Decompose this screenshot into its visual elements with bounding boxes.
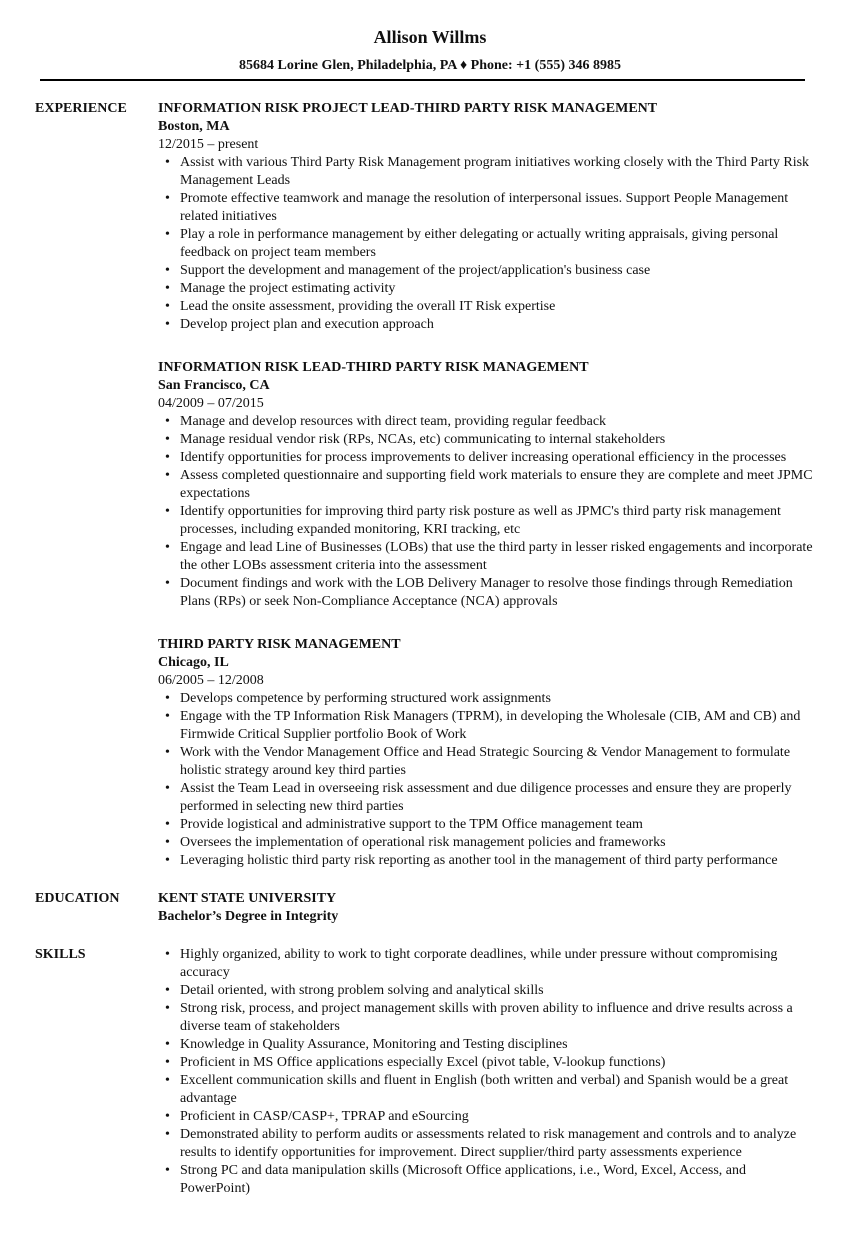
- list-item: • Assist with various Third Party Risk Management program initiatives working closely with the Third Party Risk Management Leads: [180, 154, 818, 190]
- list-item: • Demonstrated ability to perform audits or assessments related to risk management and controls and to analyze results to identify opportunities for improvement. Direct supplier/third party assessments experience: [180, 1126, 818, 1162]
- skills-section: [0, 946, 860, 1198]
- job-title: THIRD PARTY RISK MANAGEMENT: [158, 637, 401, 652]
- section-label: SKILLS: [35, 947, 86, 962]
- list-item: • Proficient in MS Office applications especially Excel (pivot table, V-lookup functions): [180, 1054, 818, 1072]
- job-bullets: [158, 413, 818, 611]
- list-item: • Manage residual vendor risk (RPs, NCAs, etc) communicating to internal stakeholders: [180, 431, 818, 449]
- candidate-name: Allison Willms: [373, 27, 487, 47]
- list-item: • Develop project plan and execution approach: [180, 316, 818, 334]
- job-location: Chicago, IL: [158, 655, 229, 670]
- job-entry: [158, 100, 818, 334]
- skills-list: [158, 946, 818, 1198]
- job-location: Boston, MA: [158, 119, 230, 134]
- list-item: • Identify opportunities for improving third party risk posture as well as JPMC's third party risk management processes, including expanded monitoring, KRI tracking, etc: [180, 503, 818, 539]
- job-location: San Francisco, CA: [158, 378, 270, 393]
- job-entry: [158, 636, 818, 870]
- list-item: • Strong risk, process, and project management skills with proven ability to influence and drive results across a diverse team of stakeholders: [180, 1000, 818, 1036]
- job-title: INFORMATION RISK LEAD-THIRD PARTY RISK MANAGEMENT: [158, 360, 589, 375]
- list-item: • Lead the onsite assessment, providing the overall IT Risk expertise: [180, 298, 818, 316]
- resume-header: [0, 0, 860, 75]
- list-item: • Highly organized, ability to work to tight corporate deadlines, while under pressure without compromising accuracy: [180, 946, 818, 982]
- experience-section: [0, 100, 860, 870]
- list-item: • Promote effective teamwork and manage the resolution of interpersonal issues. Support People Management related initiatives: [180, 190, 818, 226]
- list-item: • Develops competence by performing structured work assignments: [180, 690, 818, 708]
- job-dates: 06/2005 – 12/2008: [158, 673, 264, 688]
- list-item: • Knowledge in Quality Assurance, Monitoring and Testing disciplines: [180, 1036, 818, 1054]
- header-divider: [40, 79, 805, 81]
- job-title: INFORMATION RISK PROJECT LEAD-THIRD PARTY RISK MANAGEMENT: [158, 101, 658, 116]
- job-bullets: [158, 154, 818, 334]
- list-item: • Provide logistical and administrative support to the TPM Office management team: [180, 816, 818, 834]
- job-entry: [158, 359, 818, 611]
- list-item: • Engage and lead Line of Businesses (LOBs) that use the third party in lesser risked engagements and incorporate the other LOBs assessment criteria into the assessment: [180, 539, 818, 575]
- job-bullets: [158, 690, 818, 870]
- education-section: [0, 890, 860, 926]
- list-item: • Play a role in performance management by either delegating or actually writing appraisals, giving personal feedback on project team members: [180, 226, 818, 262]
- list-item: • Identify opportunities for process improvements to deliver increasing operational efficiency in the processes: [180, 449, 818, 467]
- list-item: • Manage the project estimating activity: [180, 280, 818, 298]
- list-item: • Engage with the TP Information Risk Managers (TPRM), in developing the Wholesale (CIB, AM and CB) and Firmwide Critical Supplier portfolio Book of Work: [180, 708, 818, 744]
- section-label: EDUCATION: [35, 891, 120, 906]
- list-item: • Document findings and work with the LOB Delivery Manager to resolve those findings through Remediation Plans (RPs) or seek Non-Compliance Acceptance (NCA) approvals: [180, 575, 818, 611]
- list-item: • Oversees the implementation of operational risk management policies and frameworks: [180, 834, 818, 852]
- list-item: • Assess completed questionnaire and supporting field work materials to ensure they are complete and meet JPMC expectations: [180, 467, 818, 503]
- list-item: • Proficient in CASP/CASP+, TPRAP and eSourcing: [180, 1108, 818, 1126]
- job-dates: 12/2015 – present: [158, 137, 259, 152]
- list-item: • Strong PC and data manipulation skills (Microsoft Office applications, i.e., Word, Excel, Access, and PowerPoint): [180, 1162, 818, 1198]
- job-dates: 04/2009 – 07/2015: [158, 396, 264, 411]
- list-item: • Detail oriented, with strong problem solving and analytical skills: [180, 982, 818, 1000]
- list-item: • Leveraging holistic third party risk reporting as another tool in the management of third party performance: [180, 852, 818, 870]
- school-name: KENT STATE UNIVERSITY: [158, 891, 337, 906]
- list-item: • Support the development and management of the project/application's business case: [180, 262, 818, 280]
- list-item: • Manage and develop resources with direct team, providing regular feedback: [180, 413, 818, 431]
- degree: Bachelor’s Degree in Integrity: [158, 909, 339, 924]
- list-item: • Work with the Vendor Management Office and Head Strategic Sourcing & Vendor Management to formulate holistic strategy around key third parties: [180, 744, 818, 780]
- section-label: EXPERIENCE: [35, 101, 127, 116]
- jobs-list: [158, 100, 818, 870]
- list-item: • Assist the Team Lead in overseeing risk assessment and due diligence processes and ensure they are properly performed in selecting new third parties: [180, 780, 818, 816]
- list-item: • Excellent communication skills and fluent in English (both written and verbal) and Spanish would be a great advantage: [180, 1072, 818, 1108]
- contact-info: 85684 Lorine Glen, Philadelphia, PA ♦ Phone: +1 (555) 346 8985: [239, 58, 621, 73]
